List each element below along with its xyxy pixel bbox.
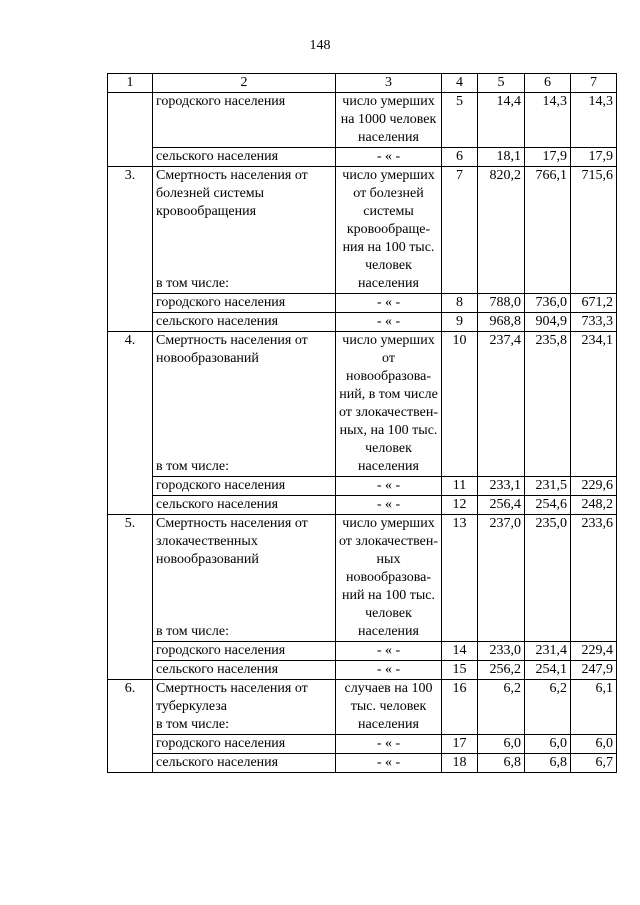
section-title: Смертность населения от болезней системы кровообращения — [156, 168, 308, 219]
section-title: Смертность населения от злокачественных новообразований — [156, 516, 308, 567]
value-col6: 6,2 — [525, 680, 571, 735]
section-row — [108, 167, 617, 294]
value-col5: 256,4 — [478, 496, 525, 515]
table-row — [108, 313, 617, 332]
table-row — [108, 294, 617, 313]
section-title-cell — [153, 680, 336, 735]
unit-cell: - « - — [336, 661, 442, 680]
section-number: 5. — [108, 515, 153, 680]
value-col6: 766,1 — [525, 167, 571, 294]
value-col5: 18,1 — [478, 148, 525, 167]
value-col7: 248,2 — [571, 496, 617, 515]
section-subtitle: в том числе: — [156, 624, 229, 639]
column-header: 4 — [442, 74, 478, 93]
mortality-table — [107, 73, 617, 773]
section-subtitle: в том числе: — [156, 276, 229, 291]
column-header: 3 — [336, 74, 442, 93]
code-cell: 15 — [442, 661, 478, 680]
section-row — [108, 680, 617, 735]
table-row — [108, 754, 617, 773]
value-col5: 237,4 — [478, 332, 525, 477]
value-col5: 14,4 — [478, 93, 525, 148]
unit-cell: - « - — [336, 642, 442, 661]
value-col6: 17,9 — [525, 148, 571, 167]
section-number: 6. — [108, 680, 153, 773]
value-col5: 237,0 — [478, 515, 525, 642]
value-col7: 17,9 — [571, 148, 617, 167]
section-title-cell — [153, 167, 336, 294]
row-label: сельского населения — [153, 148, 336, 167]
value-col6: 235,0 — [525, 515, 571, 642]
code-cell: 17 — [442, 735, 478, 754]
column-header: 7 — [571, 74, 617, 93]
table-row — [108, 93, 617, 148]
code-cell: 8 — [442, 294, 478, 313]
column-header: 2 — [153, 74, 336, 93]
code-cell: 5 — [442, 93, 478, 148]
value-col7: 233,6 — [571, 515, 617, 642]
unit-cell: число умерших от болезней системы кровообраще-ния на 100 тыс. человек населения — [336, 167, 442, 294]
value-col5: 233,0 — [478, 642, 525, 661]
value-col5: 256,2 — [478, 661, 525, 680]
section-title-cell — [153, 332, 336, 477]
column-header: 5 — [478, 74, 525, 93]
code-cell: 14 — [442, 642, 478, 661]
value-col6: 235,8 — [525, 332, 571, 477]
section-title: Смертность населения от туберкулеза — [156, 681, 308, 714]
value-col7: 715,6 — [571, 167, 617, 294]
code-cell: 16 — [442, 680, 478, 735]
unit-cell: - « - — [336, 496, 442, 515]
value-col7: 229,4 — [571, 642, 617, 661]
unit-cell: - « - — [336, 477, 442, 496]
code-cell: 13 — [442, 515, 478, 642]
value-col6: 231,5 — [525, 477, 571, 496]
value-col6: 254,6 — [525, 496, 571, 515]
row-label: городского населения — [153, 93, 336, 148]
column-number-row — [108, 74, 617, 93]
code-cell: 11 — [442, 477, 478, 496]
value-col6: 6,0 — [525, 735, 571, 754]
unit-cell: - « - — [336, 148, 442, 167]
section-row — [108, 332, 617, 477]
value-col6: 231,4 — [525, 642, 571, 661]
row-label: сельского населения — [153, 754, 336, 773]
value-col7: 6,1 — [571, 680, 617, 735]
section-number-cell — [108, 93, 153, 167]
value-col5: 820,2 — [478, 167, 525, 294]
unit-cell: число умерших на 1000 человек населения — [336, 93, 442, 148]
value-col5: 788,0 — [478, 294, 525, 313]
section-number: 3. — [108, 167, 153, 332]
code-cell: 10 — [442, 332, 478, 477]
value-col7: 229,6 — [571, 477, 617, 496]
unit-cell: - « - — [336, 294, 442, 313]
section-title-cell — [153, 515, 336, 642]
value-col5: 6,8 — [478, 754, 525, 773]
value-col7: 14,3 — [571, 93, 617, 148]
row-label: сельского населения — [153, 313, 336, 332]
row-label: сельского населения — [153, 661, 336, 680]
row-label: сельского населения — [153, 496, 336, 515]
section-title: Смертность населения от новообразований — [156, 333, 308, 366]
value-col7: 234,1 — [571, 332, 617, 477]
table-row — [108, 642, 617, 661]
unit-cell: - « - — [336, 735, 442, 754]
unit-cell: - « - — [336, 754, 442, 773]
code-cell: 6 — [442, 148, 478, 167]
value-col6: 6,8 — [525, 754, 571, 773]
value-col7: 671,2 — [571, 294, 617, 313]
value-col7: 733,3 — [571, 313, 617, 332]
value-col5: 6,0 — [478, 735, 525, 754]
value-col7: 6,0 — [571, 735, 617, 754]
unit-cell: число умерших от злокачествен-ных новообразова-ний на 100 тыс. человек населения — [336, 515, 442, 642]
column-header: 6 — [525, 74, 571, 93]
unit-cell: число умерших от новообразова-ний, в том числе от злокачествен-ных, на 100 тыс. человек населения — [336, 332, 442, 477]
value-col5: 968,8 — [478, 313, 525, 332]
code-cell: 12 — [442, 496, 478, 515]
table-row — [108, 496, 617, 515]
section-subtitle: в том числе: — [156, 717, 229, 732]
section-number: 4. — [108, 332, 153, 515]
code-cell: 18 — [442, 754, 478, 773]
table-row — [108, 661, 617, 680]
value-col6: 904,9 — [525, 313, 571, 332]
code-cell: 7 — [442, 167, 478, 294]
table-row — [108, 735, 617, 754]
row-label: городского населения — [153, 294, 336, 313]
column-header: 1 — [108, 74, 153, 93]
value-col7: 247,9 — [571, 661, 617, 680]
value-col5: 233,1 — [478, 477, 525, 496]
table-row — [108, 477, 617, 496]
row-label: городского населения — [153, 735, 336, 754]
value-col5: 6,2 — [478, 680, 525, 735]
row-label: городского населения — [153, 642, 336, 661]
table-row — [108, 148, 617, 167]
value-col6: 736,0 — [525, 294, 571, 313]
value-col6: 14,3 — [525, 93, 571, 148]
section-subtitle: в том числе: — [156, 459, 229, 474]
unit-cell: - « - — [336, 313, 442, 332]
value-col7: 6,7 — [571, 754, 617, 773]
row-label: городского населения — [153, 477, 336, 496]
unit-cell: случаев на 100 тыс. человек населения — [336, 680, 442, 735]
section-row — [108, 515, 617, 642]
value-col6: 254,1 — [525, 661, 571, 680]
code-cell: 9 — [442, 313, 478, 332]
page-number: 148 — [309, 38, 331, 53]
